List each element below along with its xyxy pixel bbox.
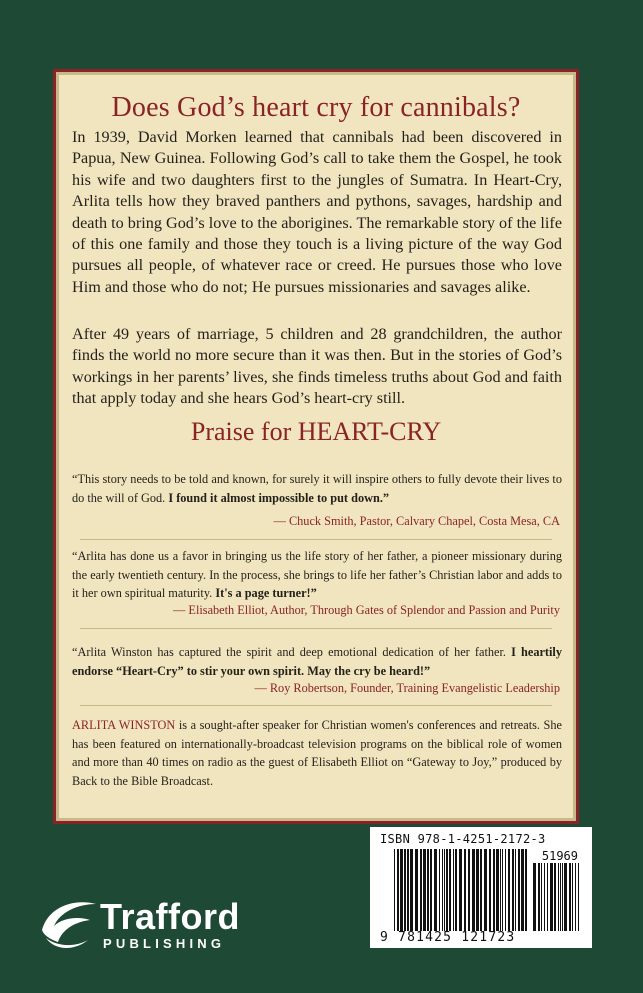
barcode-bar <box>564 863 567 931</box>
barcode-bar <box>430 849 432 931</box>
barcode-bar <box>512 849 514 931</box>
quote-attribution-2: — Elisabeth Elliot, Author, Through Gates of Splendor and Passion and Purity <box>173 603 560 617</box>
barcode-bar <box>554 863 556 931</box>
barcode-bar <box>446 849 448 931</box>
barcode-bar <box>538 863 540 931</box>
price-barcode-bars <box>533 863 583 931</box>
barcode-bar <box>541 863 542 931</box>
barcode-bar <box>427 849 429 931</box>
headline: Does God’s heart cry for cannibals? <box>111 92 521 123</box>
quote-emphasis: I heartily endorse “Heart-Cry” to stir your own spirit. May the cry be heard!” <box>72 645 562 678</box>
barcode-bar <box>547 863 548 931</box>
price-code: 51969 <box>541 849 578 863</box>
author-bio-text: is a sought-after speaker for Christian women's conferences and retreats. She has been featured on internationally-broadcast television programs on the biblical role of women and more than 40 times on radio as the guest of Elisabeth Elliot on “Gateway to Joy,” produced by Back to the Bible Broadcast. <box>72 718 562 788</box>
quote-text: “Arlita has done us a favor in bringing us the life story of her father, a pioneer missionary during the early twentieth century. In the process, she brings to life her father’s Christian labor and adds to it her own spiritual maturity. <box>72 549 562 600</box>
barcode-bar <box>518 849 520 931</box>
divider <box>80 539 552 540</box>
barcode-bar <box>560 863 561 931</box>
barcode-bar <box>533 863 536 931</box>
wave-swoosh-icon <box>38 896 100 952</box>
barcode-bar <box>493 849 495 931</box>
barcode-bar <box>569 863 571 931</box>
barcode-bar <box>434 849 437 931</box>
barcode-bar <box>415 849 418 931</box>
isbn-barcode <box>370 827 592 948</box>
barcode-bar <box>502 849 503 931</box>
barcode-bar <box>515 849 516 931</box>
barcode-bar <box>500 849 501 931</box>
barcode-bar <box>558 863 559 931</box>
barcode-bar <box>572 863 573 931</box>
author-name: ARLITA WINSTON <box>72 718 176 732</box>
barcode-bar <box>423 849 426 931</box>
barcode-bar <box>459 849 462 931</box>
publisher-name: Trafford <box>100 896 241 937</box>
author-bio <box>72 716 562 790</box>
barcode-bar <box>400 849 403 931</box>
barcode-bar <box>410 849 413 931</box>
barcode-bar <box>404 849 406 931</box>
barcode-bar <box>407 849 409 931</box>
ean-barcode-bars <box>394 849 530 931</box>
isbn-label: ISBN 978-1-4251-2172-3 <box>380 832 546 846</box>
quote-emphasis: I found it almost impossible to put down.” <box>168 490 390 505</box>
barcode-bar <box>562 863 563 931</box>
barcode-bar <box>472 849 475 931</box>
quote-attribution-1: — Chuck Smith, Pastor, Calvary Chapel, Costa Mesa, CA <box>273 514 560 528</box>
barcode-bar <box>525 849 527 931</box>
barcode-bar <box>575 863 576 931</box>
barcode-bar <box>444 849 445 931</box>
barcode-bar <box>489 849 491 931</box>
barcode-bar <box>397 849 399 931</box>
barcode-bar <box>476 849 479 931</box>
synopsis-paragraph-1: In 1939, David Morken learned that cannibals had been discovered in Papua, New Guinea. Following God’s call to take them the Gospel, he took his wife and two daughters first to the jungles of Sumatra. In Heart-Cry, Arlita tells how they braved panthers and pythons, savages, hardship and death to bring God’s love to the aborigines. The remarkable story of the life of this one family and those they touch is a living picture of the way God pursues all people, of whatever race or creed. He pursues those who love Him and those who do not; He pursues missionaries and savages alike. <box>72 128 562 296</box>
quote-text: “Arlita Winston has captured the spirit and deep emotional dedication of her father. <box>72 645 512 659</box>
barcode-bar <box>468 849 470 931</box>
barcode-bar <box>453 849 454 931</box>
barcode-bar <box>505 849 506 931</box>
divider <box>80 705 552 706</box>
barcode-bar <box>420 849 422 931</box>
quote-text: “This story needs to be told and known, for surely it will inspire others to fully devote their lives to do the will of God. <box>72 472 562 505</box>
barcode-bar <box>394 849 395 931</box>
praise-title: Praise for HEART-CRY <box>190 417 442 446</box>
barcode-bar <box>578 863 579 931</box>
publisher-logo <box>38 890 278 960</box>
praise-quote-2 <box>72 547 562 603</box>
quote-emphasis: It's a page turner!” <box>215 586 317 600</box>
barcode-bar <box>464 849 466 931</box>
praise-quote-1 <box>72 470 562 507</box>
barcode-bar <box>550 863 553 931</box>
barcode-bar <box>455 849 457 931</box>
barcode-bar <box>508 849 510 931</box>
barcode-bar <box>521 849 524 931</box>
barcode-bar <box>484 849 487 931</box>
synopsis-paragraph-2: After 49 years of marriage, 5 children and 28 grandchildren, the author finds the world no more secure than it was then. But in the stories of God’s workings in her parents’ lives, she finds timeless truths about God and faith that apply today and she hears God’s heart-cry still. <box>72 325 562 408</box>
barcode-bar <box>480 849 482 931</box>
barcode-bar <box>544 863 545 931</box>
barcode-bar <box>439 849 440 931</box>
back-cover-panel <box>53 69 579 824</box>
quote-attribution-3: — Roy Robertson, Founder, Training Evangelistic Leadership <box>254 681 560 695</box>
barcode-bar <box>442 849 443 931</box>
ean-digits: 9 781425 121723 <box>380 930 516 945</box>
barcode-bar <box>449 849 451 931</box>
publisher-subline: PUBLISHING <box>103 936 226 951</box>
praise-quote-3 <box>72 643 562 680</box>
barcode-bar <box>496 849 499 931</box>
divider <box>80 628 552 629</box>
